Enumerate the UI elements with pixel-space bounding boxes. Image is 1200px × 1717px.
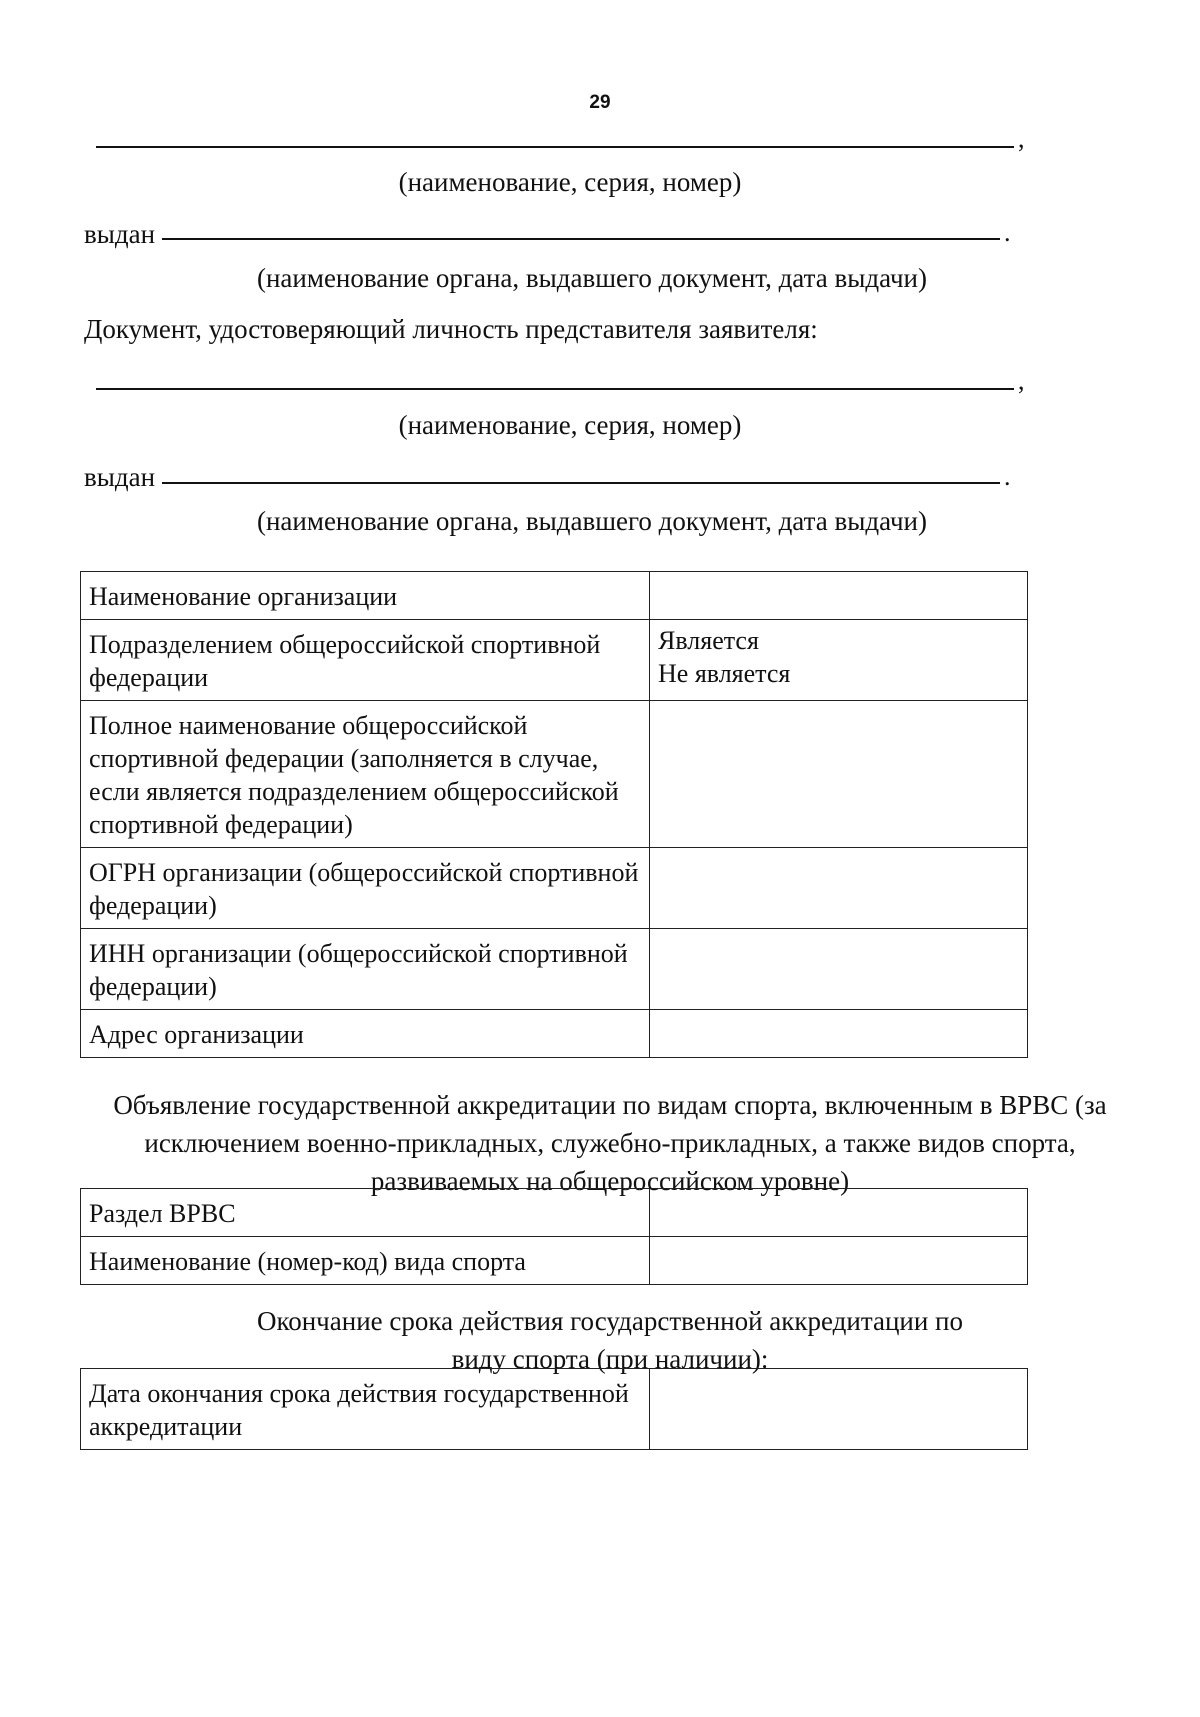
table-row <box>81 1237 1028 1285</box>
caption-doc-name-1: (наименование, серия, номер) <box>398 167 742 197</box>
ogrn-label: ОГРН организации (общероссийской спортивной федерации) <box>81 848 650 929</box>
table-row <box>81 572 1028 620</box>
caption-doc-name-2: (наименование, серия, номер) <box>398 410 742 440</box>
sport-table <box>80 1188 1028 1285</box>
representative-doc-heading: Документ, удостоверяющий личность представителя заявителя: <box>84 314 818 344</box>
federation-full-name-value[interactable] <box>650 701 1028 848</box>
federation-full-name-label: Полное наименование общероссийской спортивной федерации (заполняется в случае, если является подразделением общероссийской спортивной федерации) <box>81 701 650 848</box>
issuer-line-2[interactable] <box>162 482 1000 484</box>
vrvs-section-value[interactable] <box>650 1189 1028 1237</box>
org-name-value[interactable] <box>650 572 1028 620</box>
caption-issuer-1: (наименование органа, выдавшего документ, дата выдачи) <box>256 263 928 293</box>
expiry-date-label: Дата окончания срока действия государственной аккредитации <box>81 1369 650 1450</box>
doc-name-line-1[interactable] <box>96 146 1014 148</box>
doc-name-line-2[interactable] <box>96 388 1014 390</box>
organization-table <box>80 571 1028 1058</box>
inn-value[interactable] <box>650 929 1028 1010</box>
address-label: Адрес организации <box>81 1010 650 1058</box>
table-row <box>81 1010 1028 1058</box>
vrvs-section-label: Раздел ВРВС <box>81 1189 650 1237</box>
caption-issuer-2: (наименование органа, выдавшего документ, дата выдачи) <box>256 506 928 536</box>
sport-name-label: Наименование (номер-код) вида спорта <box>81 1237 650 1285</box>
expiry-heading: Окончание срока действия государственной аккредитации по виду спорта (при наличии): <box>256 1306 963 1374</box>
address-value[interactable] <box>650 1010 1028 1058</box>
option-is[interactable]: Является <box>658 626 759 655</box>
expiry-table <box>80 1368 1028 1450</box>
table-row <box>81 620 1028 701</box>
line-period: . <box>1004 218 1011 247</box>
table-row <box>81 1189 1028 1237</box>
issued-label-2: выдан <box>84 462 156 492</box>
table-row <box>81 1369 1028 1450</box>
subdivision-options <box>650 620 1028 701</box>
table-row <box>81 701 1028 848</box>
page-number: 29 <box>589 92 611 113</box>
line-comma: , <box>1018 124 1025 153</box>
option-is-not[interactable]: Не является <box>658 659 791 688</box>
subdivision-label: Подразделением общероссийской спортивной федерации <box>81 620 650 701</box>
table-row <box>81 848 1028 929</box>
accreditation-heading: Объявление государственной аккредитации по видам спорта, включенным в ВРВС (за исключением военно-прикладных, служебно-прикладных, а также видов спорта, развиваемых на общероссийском уровне) <box>113 1090 1107 1196</box>
expiry-date-value[interactable] <box>650 1369 1028 1450</box>
org-name-label: Наименование организации <box>81 572 650 620</box>
line-period: . <box>1004 462 1011 491</box>
table-row <box>81 929 1028 1010</box>
issuer-line-1[interactable] <box>162 238 1000 240</box>
line-comma: , <box>1018 366 1025 395</box>
issued-label-1: выдан <box>84 219 156 249</box>
inn-label: ИНН организации (общероссийской спортивной федерации) <box>81 929 650 1010</box>
sport-name-value[interactable] <box>650 1237 1028 1285</box>
ogrn-value[interactable] <box>650 848 1028 929</box>
